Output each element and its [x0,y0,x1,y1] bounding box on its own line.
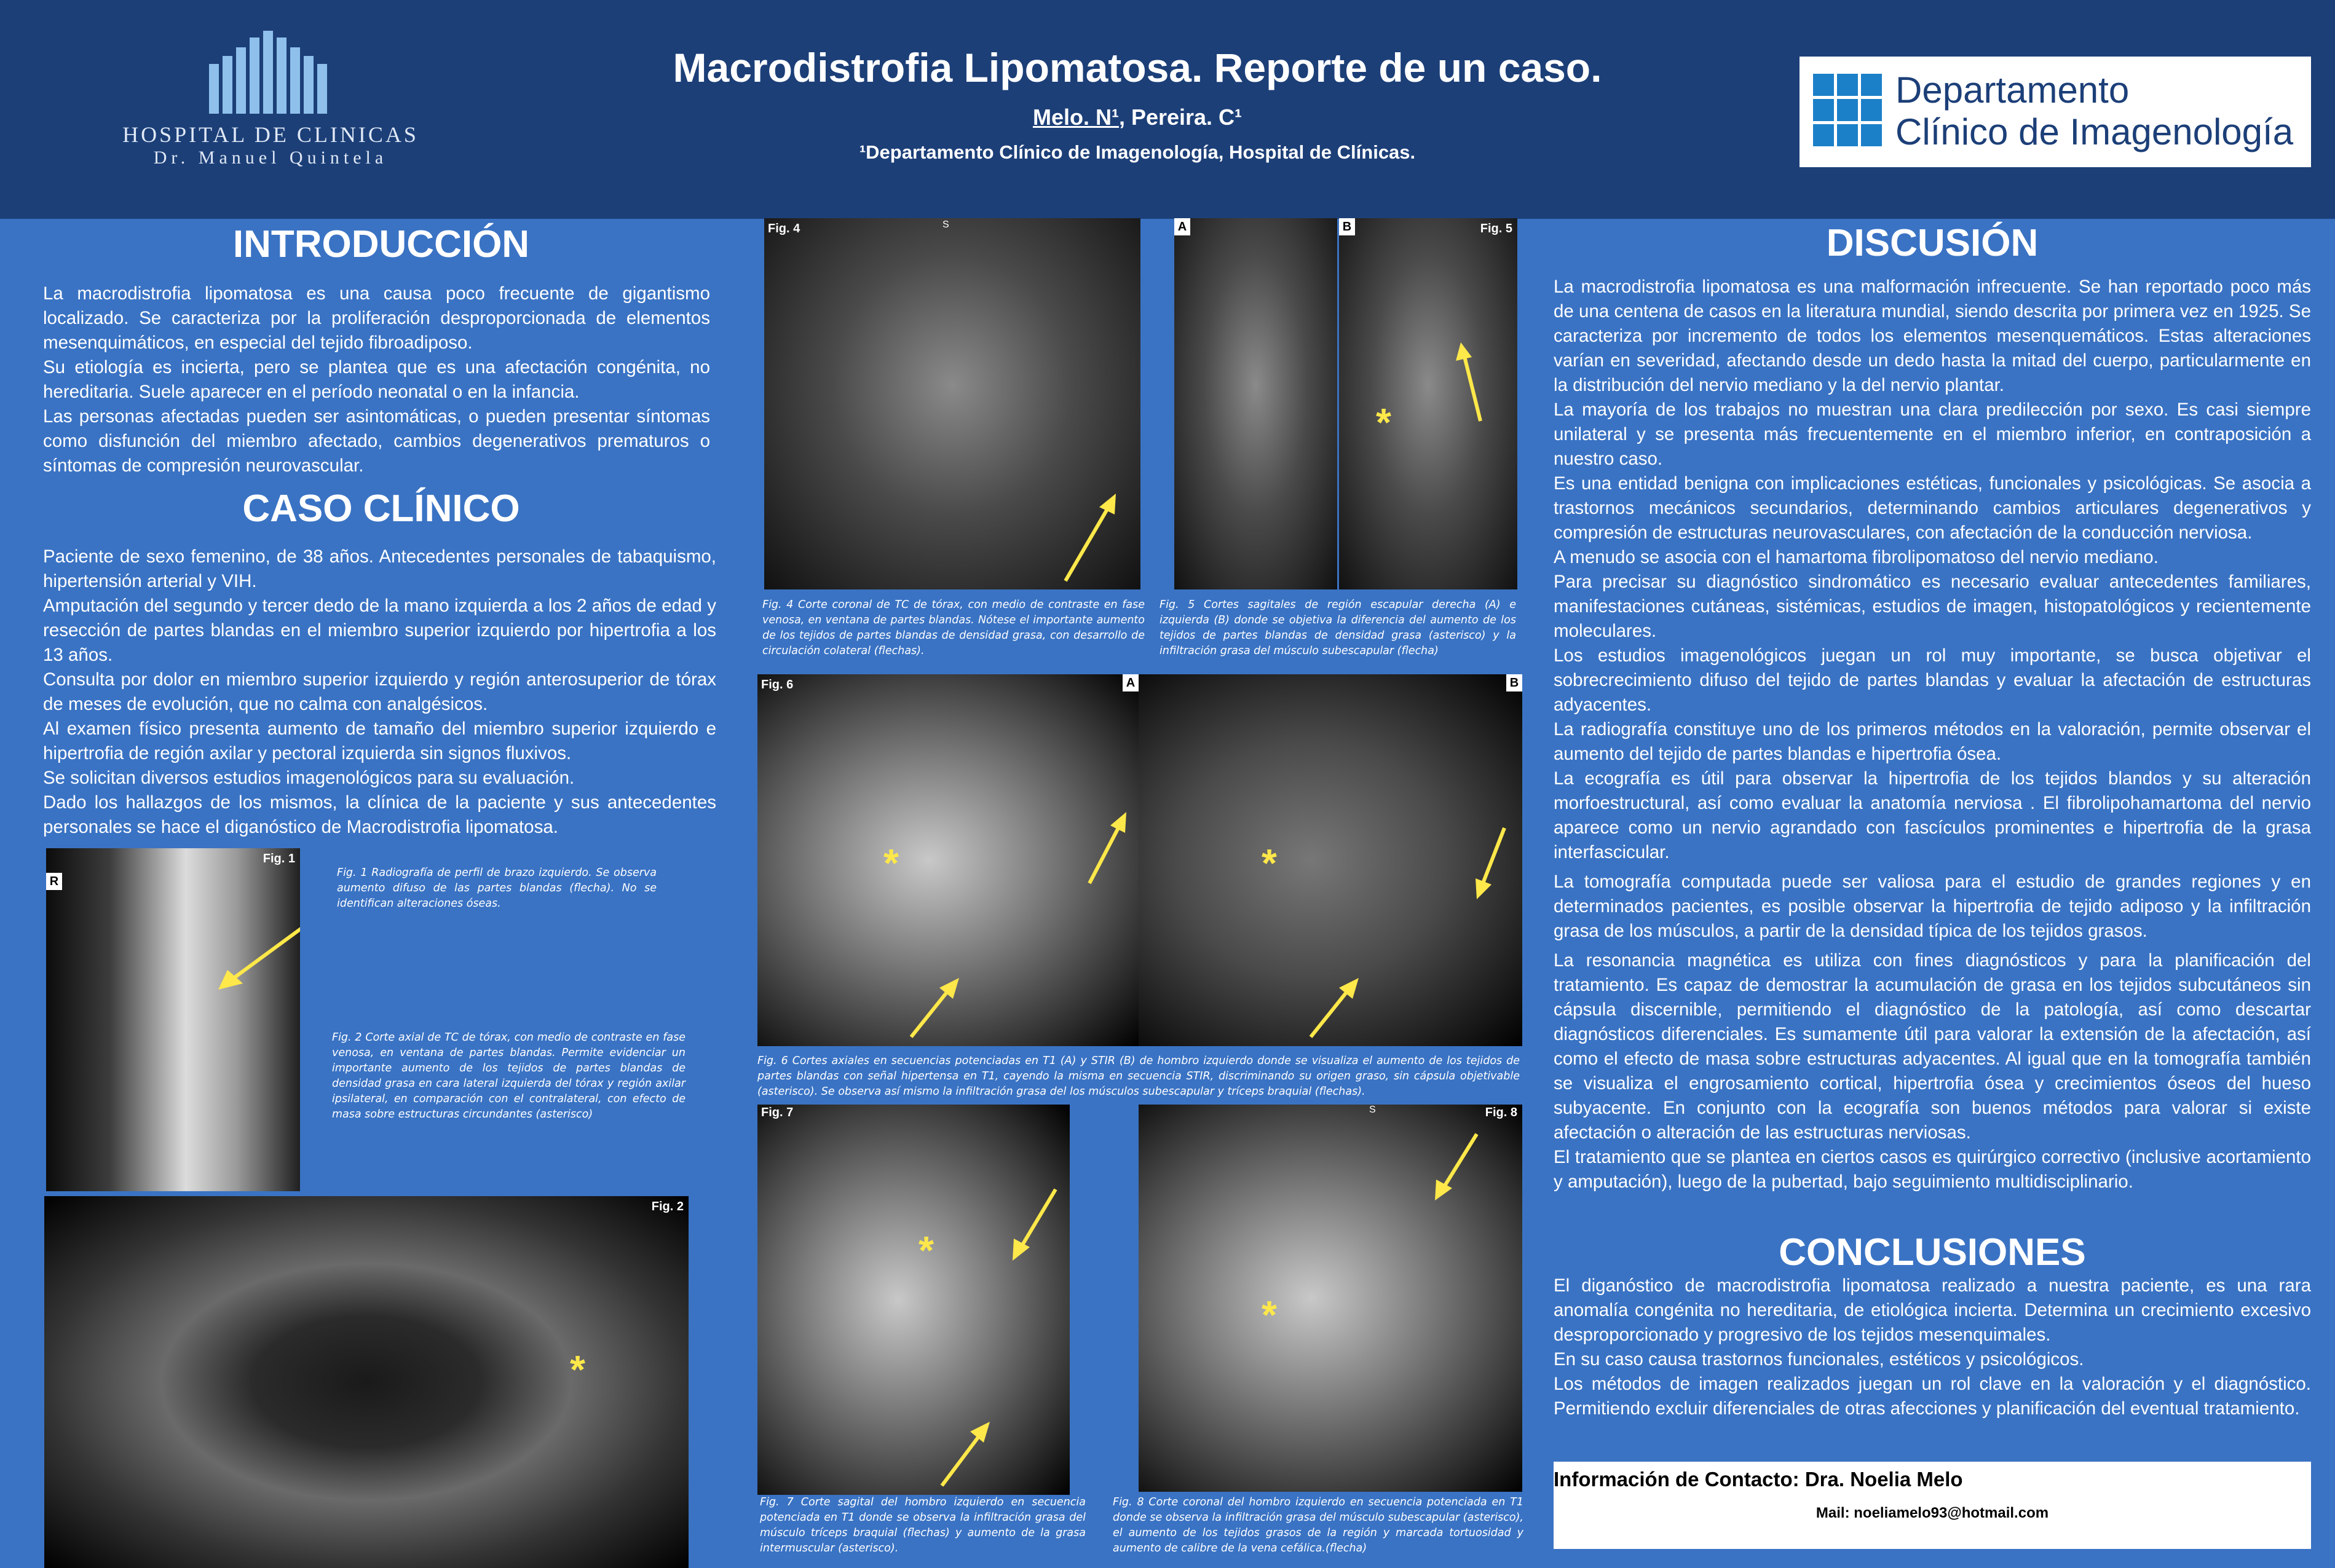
fig6a-mri-image [757,674,1139,1046]
poster-header [0,0,2335,219]
discusion-text [1554,275,2311,1194]
discusion-paragraph: La resonancia magnética es utiliza con fines diagnósticos y para la planificación del tratamiento. Es capaz de demostrar la acumulación de grasa en los tejidos subcutáneos sin cápsula discernible, permitiendo el diagnóstico de la patología, así como descartar diagnósticos diferenciales. Es sumamente útil para valorar la extensión de la afectación, así como el efecto de masa sobre estructuras adyacentes. Al igual que en la tomografía también se visualiza el engrosamiento cortical, hipertrofia ósea y crecimientos óseos del hueso subyacente. En conjunto con la ecografía son buenos métodos para valorar si existe afectación o alteración de las estructuras nerviosas. [1554,950,2311,1143]
fig4-arrow-icon [1059,489,1133,587]
fig5-b-marker: B [1339,218,1355,235]
fig7-arrow-icon-2 [936,1418,997,1492]
fig6-caption: Fig. 6 Cortes axiales en secuencias potenciadas en T1 (A) y STIR (B) de hombro izquierdo donde se visualiza el aumento de los tejidos de partes blandas con señal hipertensa en T1, cayendo la misma en secuencia STIR, discriminando su origen graso, sin cápsula objetivable (asterisco). Se observa así mismo la infiltración grasa del los músculos subescapular y tríceps braquial (flechas). [757,1055,1520,1098]
discusion-paragraph: La tomografía computada puede ser valiosa para el estudio de grandes regiones y en determinados pacientes, es posible observar la hipertrofia de tejido adiposo y la infiltración grasa de los músculos, a partir de la densidad típica de los tejidos grasos. [1554,872,2311,941]
intro-paragraph: La macrodistrofia lipomatosa es una causa poco frecuente de gigantismo localizado. Se caracteriza por la proliferación desproporcionada de elementos mesenquimáticos, en especial del tejido fibroadiposo. [43,283,710,353]
discusion-paragraph: Es una entidad benigna con implicaciones estéticas, funcionales y psicológicas. Se asocia a trastornos mecánicos secundarios, determinando cambios articulares degenerativos y compresión de estructuras neurovasculares, con afectación de la conducción nerviosa. [1554,473,2311,543]
fig1-label: Fig. 1 [263,852,295,865]
contact-title: Información de Contacto: Dra. Noelia Melo [1554,1468,1963,1491]
fig4-caption: Fig. 4 Corte coronal de TC de tórax, con medio de contraste en fase venosa, en ventana de partes blandas. Nótese el importante aumento de los tejidos de partes blandas de densidad grasa, con desarrollo de circulación colateral (flechas). [762,599,1145,657]
conclusiones-heading: CONCLUSIONES [1779,1231,2086,1274]
caso-paragraph: Al examen físico presenta aumento de tamaño del miembro superior izquierdo e hipertrofia de región axilar y pectoral izquierda sin signos fluxivos. [43,719,716,763]
author-1: Melo. N¹ [1032,104,1119,130]
fig6-b-marker: B [1506,674,1522,691]
fig6a-asterisk: * [883,841,899,885]
fig8-mri-image [1139,1105,1522,1492]
intro-paragraph: Las personas afectadas pueden ser asintomáticas, o pueden presentar síntomas como disfunción del miembro afectado, cambios degenerativos prematuros o síntomas de compresión neurovascular. [43,406,710,476]
department-name-line2: Clínico de Imagenología [1895,111,2294,152]
conclusiones-text [1554,1274,2311,1421]
contact-email[interactable]: Mail: noeliamelo93@hotmail.com [1815,1505,2049,1521]
caso-paragraph: Amputación del segundo y tercer dedo de la mano izquierda a los 2 años de edad y resección de partes blandas en el miembro superior izquierdo por hipertrofia a los 13 años. [43,596,716,665]
fig6b-mri-image [1139,674,1522,1046]
fig8-asterisk: * [1262,1293,1277,1337]
fig6a-arrow-icon-2 [905,975,966,1043]
fig8-orientation: S [1369,1105,1376,1115]
department-name-line1: Departamento [1895,69,2130,111]
fig7-mri-image [757,1105,1070,1495]
caso-heading: CASO CLÍNICO [242,487,520,530]
author-2: , Pereira. C¹ [1118,104,1243,130]
intro-text [43,282,710,478]
fig6b-arrow-icon-1 [1471,822,1514,902]
hospital-name: HOSPITAL DE CLINICAS [122,122,419,147]
poster-title: Macrodistrofia Lipomatosa. Reporte de un caso. [673,45,1602,90]
fig8-arrow-icon [1428,1129,1483,1203]
caso-paragraph: Paciente de sexo femenino, de 38 años. Antecedentes personales de tabaquismo, hipertensión arterial y VIH. [43,546,716,591]
fig6-a-marker: A [1123,674,1139,691]
hospital-logo [117,31,424,172]
discusion-paragraph: El tratamiento que se plantea en ciertos casos es quirúrgico correctivo (inclusive acortamiento y amputación), luego de la pubertad, bajo seguimiento multidisciplinario. [1554,1147,2311,1192]
discusion-heading: DISCUSIÓN [1826,222,2039,264]
fig2-label: Fig. 2 [651,1200,684,1213]
fig5b-ct-image [1339,218,1517,589]
fig6a-arrow-icon-1 [1083,810,1132,889]
fig4-ct-image [764,218,1140,589]
discusion-paragraph: La radiografía constituye uno de los primeros métodos en la valoración, permite observar el aumento del tejido de partes blandas e hipertrofia ósea. [1554,719,2311,764]
authors [553,104,1721,130]
hospital-subtitle: Dr. Manuel Quintela [153,148,388,168]
fig1-arrow-icon [212,897,300,996]
discusion-paragraph: La macrodistrofia lipomatosa es una malformación infrecuente. Se han reportado poco más de una centena de casos en la literatura mundial, siendo descrita por primera vez en 1925. Se caracteriza por incremento de todos los elementos mesenquemáticos. Estas alteraciones varían en severidad, afectando desde un dedo hasta la mitad del cuerpo, particularmente en la distribución del nervio mediano y la del nervio plantar. [1554,277,2311,395]
fig2-ct-image [44,1196,689,1568]
fig5-label: Fig. 5 [1480,222,1512,235]
conclusiones-paragraph: El diganóstico de macrodistrofia lipomatosa realizado a nuestra paciente, es una rara anomalía congénita no hereditaria, de etiológica incierta. Determina un crecimiento excesivo desproporcionado y progresivo de los tejidos mesenquimales. [1554,1275,2311,1345]
caso-paragraph: Consulta por dolor en miembro superior izquierdo y región anterosuperior de tórax de meses de evolución, que no calma con analgésicos. [43,669,716,714]
fig4-orientation: S [942,219,949,230]
fig7-caption: Fig. 7 Corte sagital del hombro izquierdo en secuencia potenciada en T1 donde se observa la infiltración grasa del músculo tríceps braquial (flechas) y aumento de la grasa intermuscular (asterisco). [760,1496,1086,1554]
fig1-side-marker: R [46,873,62,890]
intro-paragraph: Su etiología es incierta, pero se plantea que es una afectación congénita, no hereditaria. Suele aparecer en el período neonatal o en la infancia. [43,357,710,402]
fig5-caption: Fig. 5 Cortes sagitales de región escapular derecha (A) e izquierda (B) donde se objetiva la diferencia del aumento de los tejidos de partes blandas de densidad grasa (asterisco) y la infiltración grasa del músculo subescapular (flecha) [1160,599,1516,657]
fig4-label: Fig. 4 [768,222,800,235]
discusion-paragraph: Los estudios imagenológicos juegan un rol muy importante, se busca objetivar el sobrecrecimiento difuso del tejido de partes blandas y evaluar la afectación de estructuras adyacentes. [1554,645,2311,715]
fig8-caption: Fig. 8 Corte coronal del hombro izquierdo en secuencia potenciada en T1 donde se observa la infiltración grasa del músculo subescapular (asterisco), el aumento de los tejidos grasos de la región y marcada tortuosidad y aumento de calibre de la vena cefálica.(flecha) [1113,1496,1523,1554]
fig7-label: Fig. 7 [761,1106,794,1119]
discusion-paragraph: La ecografía es útil para observar la hipertrofia de los tejidos blandos y su alteración morfoestructural, así como evaluar la anatomía nerviosa . El fibrolipohamartoma del nervio aparece como un nervio agrandado con fascículos prominentes e hipertrofia de la grasa interfascicular. [1554,768,2311,862]
fig7-arrow-icon-1 [1006,1184,1062,1264]
intro-heading: INTRODUCCIÓN [232,223,530,266]
fig7-asterisk: * [919,1228,934,1272]
fig8-label: Fig. 8 [1485,1106,1517,1119]
fig1-caption: Fig. 1 Radiografía de perfil de brazo izquierdo. Se observa aumento difuso de las partes blandas (flecha). No se identifican alteraciones óseas. [337,867,657,910]
fig2-caption: Fig. 2 Corte axial de TC de tórax, con medio de contraste en fase venosa, en ventana de partes blandas. Permite evidenciar un importante aumento de los tejidos de partes blandas de densidad grasa en cara lateral izquierda del tórax y región axilar ipsilateral, en comparación con el contralateral, con efecto de masa sobre estructuras circundantes (asterisco) [332,1031,685,1121]
fig6b-asterisk: * [1262,841,1277,885]
caso-paragraph: Dado los hallazgos de los mismos, la clínica de la paciente y sus antecedentes personales se hace el diganóstico de Macrodistrofia lipomatosa. [43,792,716,837]
discusion-paragraph: La mayoría de los trabajos no muestran una clara predilección por sexo. Es casi siempre unilateral y se presenta más frecuentemente en el miembro inferior, en contraposición a nuestro caso. [1554,400,2311,469]
affiliation: ¹Departamento Clínico de Imagenología, Hospital de Clínicas. [859,141,1416,163]
fig5-arrow-icon [1456,341,1493,427]
caso-text [43,545,716,840]
fig5-asterisk: * [1376,400,1391,444]
department-logo [1800,57,2311,167]
fig5a-ct-image [1174,218,1337,589]
conclusiones-paragraph: En su caso causa trastornos funcionales, estéticos y psicológicos. [1554,1349,2084,1369]
fig2-asterisk: * [570,1347,585,1392]
caso-paragraph: Se solicitan diversos estudios imagenológicos para su evaluación. [43,768,575,788]
hospital-logo-bars-icon [209,31,332,114]
discusion-paragraph: A menudo se asocia con el hamartoma fibrolipomatoso del nervio mediano. [1554,547,2159,567]
fig6b-arrow-icon-2 [1305,975,1366,1043]
fig5-a-marker: A [1174,218,1190,235]
department-grid-icon [1813,74,1882,148]
conclusiones-paragraph: Los métodos de imagen realizados juegan un rol clave en la valoración y el diagnóstico. Permitiendo excluir diferenciales de otras afecciones y planificación del eventual tratamiento. [1554,1374,2311,1419]
contact-box [1554,1462,2311,1549]
discusion-paragraph: Para precisar su diagnóstico sindromático es necesario evaluar antecedentes familiares, manifestaciones cutáneas, sistémicas, estudios de imagen, histopatológicos y recientemente moleculares. [1554,572,2311,641]
fig1-xray-image [46,848,300,1191]
fig6-label: Fig. 6 [761,678,794,691]
